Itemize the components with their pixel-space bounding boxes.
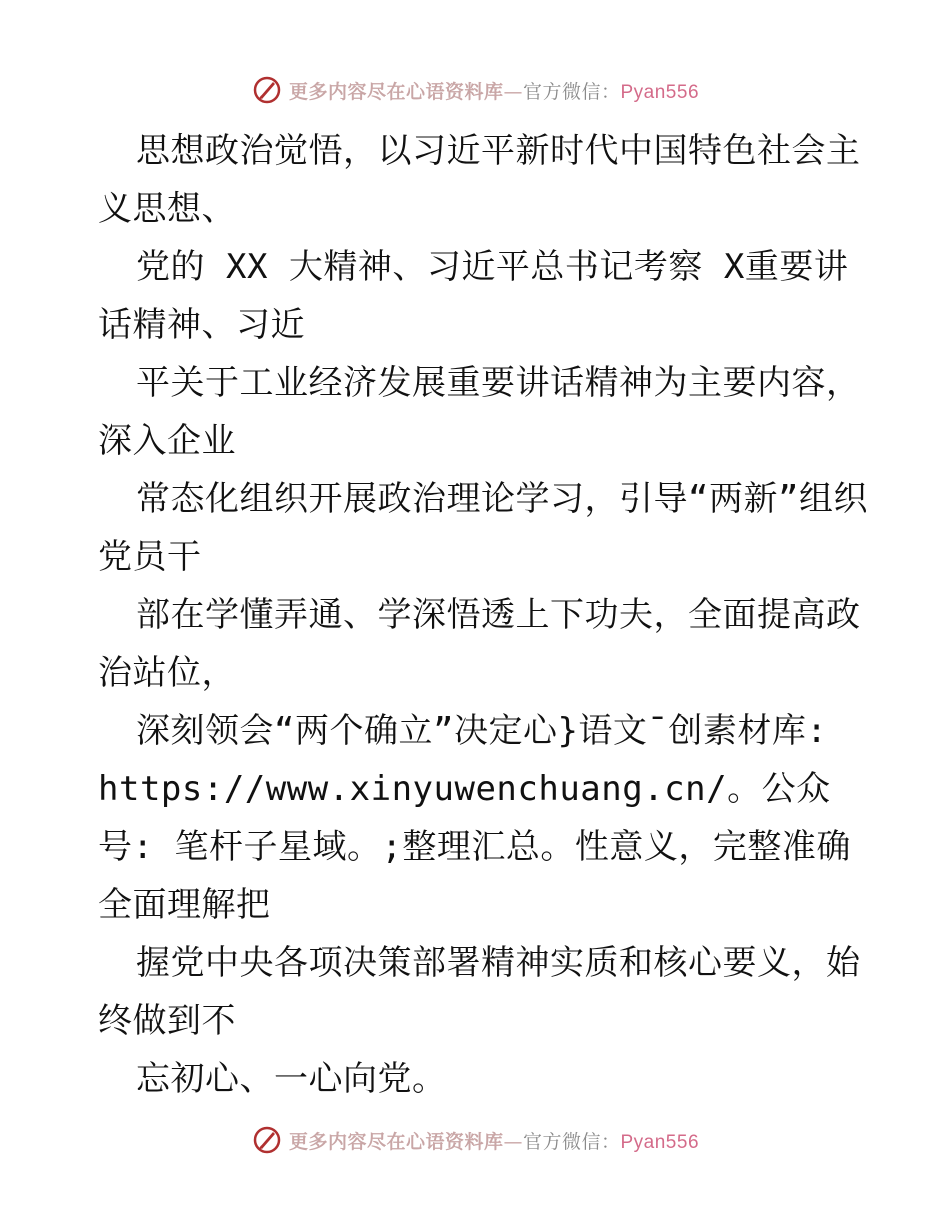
document-body — [98, 122, 868, 1108]
header-banner-wx: 官方微信： — [522, 80, 621, 103]
paragraph: 部在学懂弄通、学深悟透上下功夫，全面提高政治站位， — [98, 595, 861, 693]
paragraph: 握党中央各项决策部署精神实质和核心要义，始终做到不 — [98, 943, 861, 1041]
paragraph: 平关于工业经济发展重要讲话精神为主要内容，深入企业 — [98, 363, 861, 461]
header-banner-id: Pyan556 — [620, 81, 700, 103]
header-banner — [0, 70, 950, 110]
header-banner-text — [289, 77, 699, 104]
header-banner-dash: — — [503, 80, 523, 103]
paragraph: 忘初心、一心向党。 — [136, 1059, 447, 1099]
quill-logo-icon — [251, 74, 283, 106]
paragraph: 常态化组织开展政治理论学习，引导“两新”组织党员干 — [98, 479, 868, 577]
footer-banner-dash: — — [503, 1130, 523, 1153]
footer-banner-cn: 更多内容尽在心语资料库 — [288, 1130, 504, 1153]
paragraph: 党的 XX 大精神、习近平总书记考察 X重要讲话精神、习近 — [98, 247, 849, 345]
footer-banner-id: Pyan556 — [620, 1131, 700, 1153]
footer-banner-text — [289, 1127, 699, 1154]
paragraph: 思想政治觉悟，以习近平新时代中国特色社会主义思想、 — [98, 131, 861, 229]
footer-banner-wx: 官方微信： — [522, 1130, 621, 1153]
paragraph: 深刻领会“两个确立”决定心}语文¯创素材库: https://www.xinyuwenchuang.cn/。公众号: 笔杆子星域。;整理汇总。性意义，完整准确全面理解把 — [98, 711, 851, 925]
quill-logo-icon — [251, 1124, 283, 1156]
footer-banner — [0, 1120, 950, 1160]
header-banner-cn: 更多内容尽在心语资料库 — [288, 80, 504, 103]
